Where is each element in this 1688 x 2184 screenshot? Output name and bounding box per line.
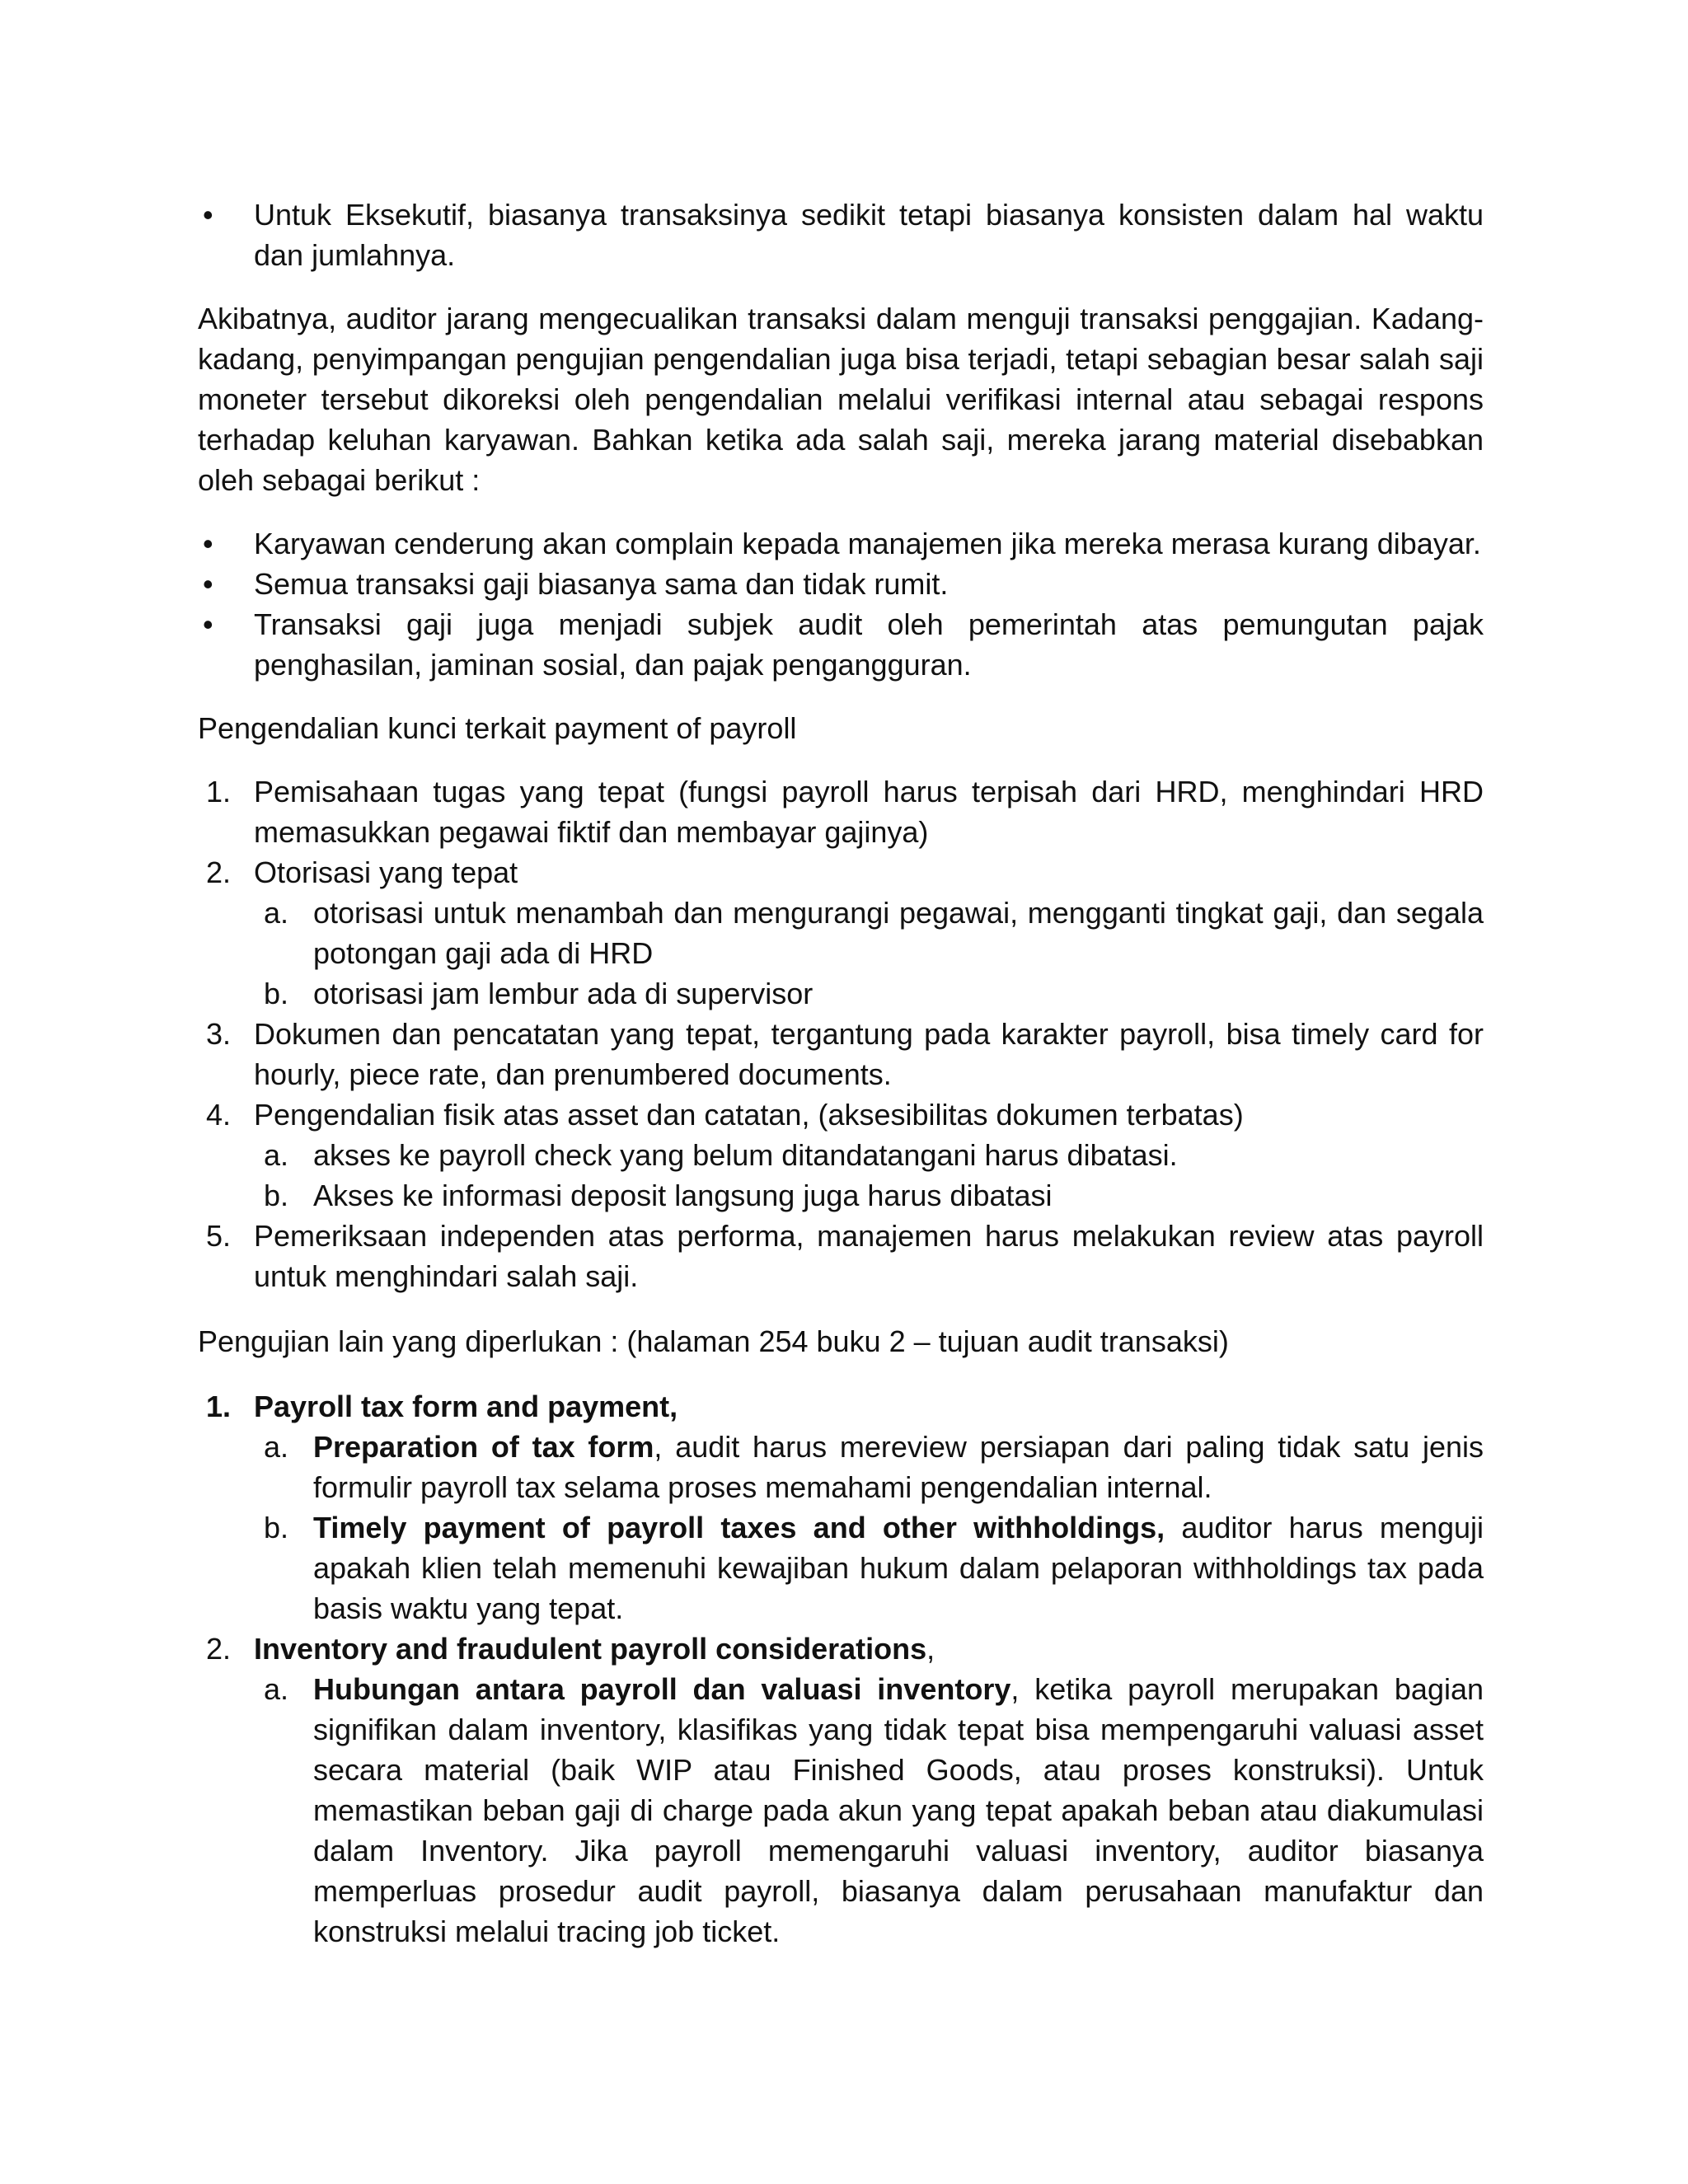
list-item [198,1094,1484,1135]
list-item-text: Karyawan cenderung akan complain kepada manajemen jika mereka merasa kurang dibayar. [254,527,1481,560]
numbered-list-other-tests [198,1386,1484,1952]
bullet-list-reasons [198,523,1484,685]
list-item [198,1014,1484,1094]
list-item [198,852,1484,893]
list-item-text: Otorisasi yang tepat [254,855,518,889]
list-item [198,1216,1484,1296]
list-item-text: Pemisahaan tugas yang tepat (fungsi payroll harus terpisah dari HRD, menghindari HRD memasukkan pegawai fiktif dan membayar gajinya) [254,775,1484,849]
list-item-text: Untuk Eksekutif, biasanya transaksinya sedikit tetapi biasanya konsisten dalam hal waktu dan jumlahnya. [254,198,1484,272]
sub-list [198,1669,1484,1952]
bullet-list-top [198,194,1484,275]
sub-list-item [198,1175,1484,1216]
item-letter: b. [264,977,289,1010]
bullet-marker: • [203,607,213,641]
item-number: 2. [206,1632,232,1666]
page-content [198,194,1484,1952]
bullet-marker: • [203,198,213,232]
sub-item-text: otorisasi untuk menambah dan mengurangi pegawai, mengganti tingkat gaji, dan segala potongan gaji ada di HRD [313,896,1484,970]
bullet-marker: • [203,527,213,560]
sub-item-text: , audit harus mereview persiapan dari paling tidak satu jenis formulir payroll tax selama proses memahami pengendalian internal. [313,1430,1484,1504]
sub-list-item [198,1669,1484,1952]
sub-item-text: , ketika payroll merupakan bagian signifikan dalam inventory, klasifikas yang tidak tepat bisa mempengaruhi valuasi asset secara material (baik WIP atau Finished Goods, atau proses konstruksi). Untuk memastikan beban gaji di charge pada akun yang tepat apakah beban atau diakumulasi dalam Inventory. Jika payroll memengaruhi valuasi inventory, auditor biasanya memperluas prosedur audit payroll, biasanya dalam perusahaan manufaktur dan konstruksi melalui tracing job ticket. [313,1672,1484,1948]
item-number: 2. [206,855,232,889]
sub-list [198,1135,1484,1216]
sub-list-item [198,1135,1484,1175]
sub-item-text: Akses ke informasi deposit langsung juga harus dibatasi [313,1179,1053,1212]
sub-item-text: akses ke payroll check yang belum ditandatangani harus dibatasi. [313,1138,1178,1172]
sub-list-item [198,1507,1484,1629]
sub-list [198,1427,1484,1629]
sub-item-text: otorisasi jam lembur ada di supervisor [313,977,814,1010]
list-item-text: Dokumen dan pencatatan yang tepat, tergantung pada karakter payroll, bisa timely card for hourly, piece rate, dan prenumbered documents. [254,1017,1484,1091]
section-heading-key-controls: Pengendalian kunci terkait payment of payroll [198,711,797,745]
list-item-bold-lead: Inventory and fraudulent payroll considerations [254,1632,927,1666]
sub-item-bold-lead: Preparation of tax form [313,1430,654,1464]
list-item-text: Transaksi gaji juga menjadi subjek audit oleh pemerintah atas pemungutan pajak penghasilan, jaminan sosial, dan pajak pengangguran. [254,607,1484,682]
list-item-text: , [926,1632,935,1666]
item-letter: a. [264,1138,289,1172]
list-item [198,1386,1484,1427]
item-letter: b. [264,1179,289,1212]
item-number: 3. [206,1017,232,1051]
bullet-marker: • [203,567,213,601]
sub-list-item [198,973,1484,1014]
sub-item-bold-lead: Hubungan antara payroll dan valuasi inventory [313,1672,1011,1706]
list-item-text: Pemeriksaan independen atas performa, manajemen harus melakukan review atas payroll untuk menghindari salah saji. [254,1219,1484,1293]
list-item-text: Pengendalian fisik atas asset dan catatan, (aksesibilitas dokumen terbatas) [254,1098,1244,1132]
sub-list-item [198,893,1484,973]
item-letter: a. [264,896,289,930]
list-item-text: Payroll tax form and payment, [254,1390,678,1423]
list-item [198,771,1484,852]
item-letter: b. [264,1511,289,1544]
item-letter: a. [264,1430,289,1464]
list-item [198,564,1484,604]
list-item [198,1629,1484,1669]
list-item-text: Semua transaksi gaji biasanya sama dan tidak rumit. [254,567,949,601]
sub-list [198,893,1484,1014]
item-number: 5. [206,1219,232,1253]
list-item [198,604,1484,685]
list-item [198,523,1484,564]
sub-list-item [198,1427,1484,1507]
numbered-list-key-controls [198,771,1484,1296]
item-letter: a. [264,1672,289,1706]
section-heading-other-tests: Pengujian lain yang diperlukan : (halaman 254 buku 2 – tujuan audit transaksi) [198,1324,1229,1358]
list-item [198,194,1484,275]
sub-item-text: auditor harus menguji apakah klien telah memenuhi kewajiban hukum dalam pelaporan withholdings tax pada basis waktu yang tepat. [313,1511,1484,1625]
sub-item-bold-lead: Timely payment of payroll taxes and other withholdings, [313,1511,1165,1544]
paragraph-consequence: Akibatnya, auditor jarang mengecualikan transaksi dalam menguji transaksi penggajian. Kadang-kadang, penyimpangan pengujian pengendalian juga bisa terjadi, tetapi sebagian besar salah saji moneter tersebut dikoreksi oleh pengendalian melalui verifikasi internal atau sebagai respons terhadap keluhan karyawan. Bahkan ketika ada salah saji, mereka jarang material disebabkan oleh sebagai berikut : [198,302,1484,497]
item-number: 1. [206,775,232,808]
item-number: 1. [206,1390,232,1423]
item-number: 4. [206,1098,232,1132]
